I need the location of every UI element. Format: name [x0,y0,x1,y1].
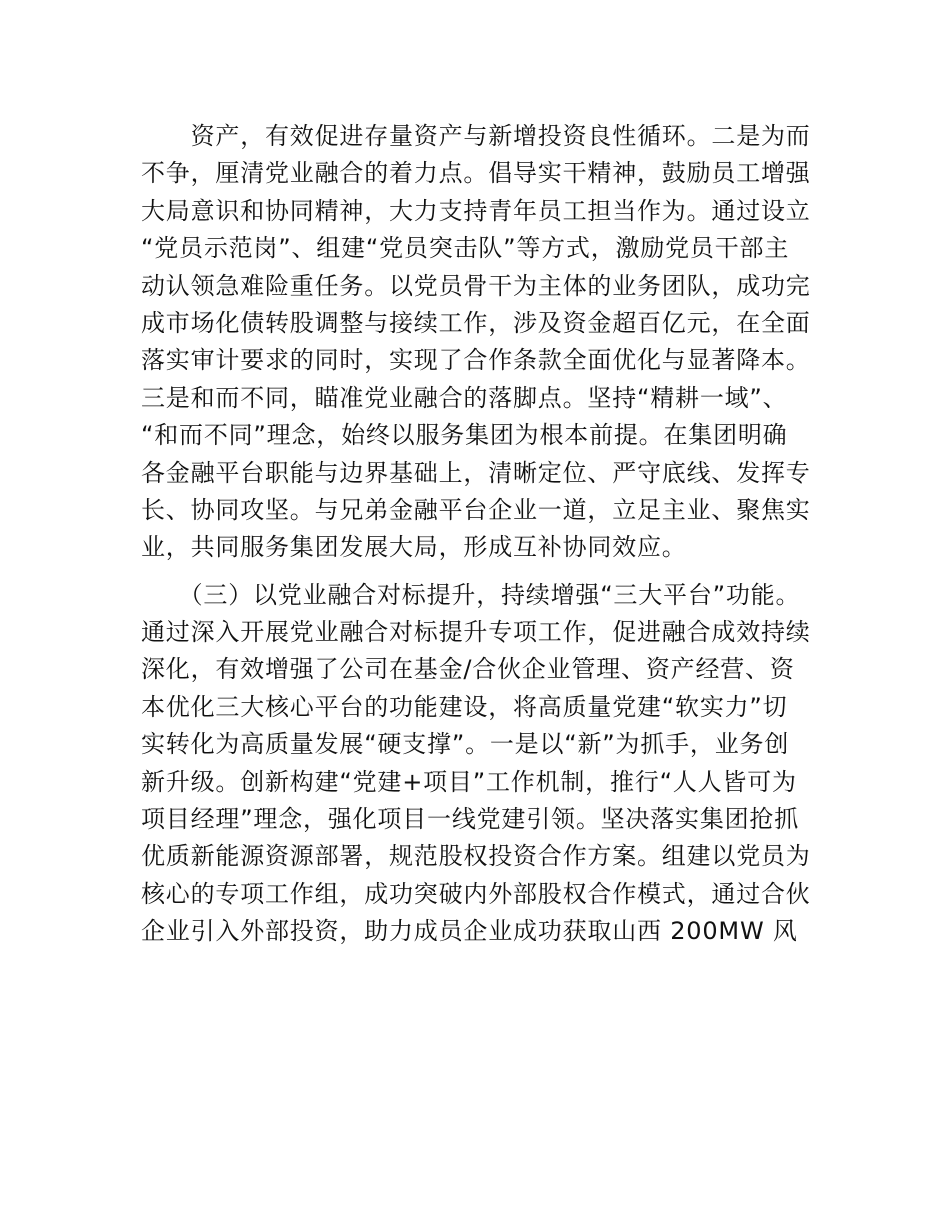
section-heading-line: （三）以党业融合对标提升，持续增强“三大平台”功能。 [141,580,801,609]
paragraph-2 [141,577,811,951]
text-line: 项目经理”理念，强化项目一线党建引领。坚决落实集团抢抓 [141,805,800,834]
text-line: “党员示范岗”、组建“党员突击队”等方式，激励党员干部主 [141,234,790,263]
text-line: 深化，有效增强了公司在基金/合伙企业管理、资产经营、资 [141,655,795,684]
text-line: 各金融平台职能与边界基础上，清晰定位、严守底线、发挥专 [141,458,811,487]
text-line: 企业引入外部投资，助力成员企业成功获取山西 200MW 风 [141,917,798,946]
text-line: 落实审计要求的同时，实现了合作条款全面优化与显著降本。 [141,346,811,375]
text-line: 核心的专项工作组，成功突破内外部股权合作模式，通过合伙 [141,879,811,908]
text-line: 业，共同服务集团发展大局，形成互补协同效应。 [141,533,687,562]
text-line: 新升级。创新构建“党建+项目”工作机制，推行“人人皆可为 [141,767,797,796]
text-line: 大局意识和协同精神，大力支持青年员工担当作为。通过设立 [141,196,811,225]
text-line: 通过深入开展党业融合对标提升专项工作，促进融合成效持续 [141,618,811,647]
text-line: 资产，有效促进存量资产与新增投资良性循环。二是为而 [141,122,811,150]
text-line: 动认领急难险重任务。以党员骨干为主体的业务团队，成功完 [141,271,811,300]
paragraph-spacer [141,567,811,577]
text-line: 实转化为高质量发展“硬支撑”。一是以“新”为抓手，业务创 [141,730,790,759]
text-line: 长、协同攻坚。与兄弟金融平台企业一道，立足主业、聚焦实 [141,495,811,524]
paragraph-1 [141,118,811,567]
text-line: 本优化三大核心平台的功能建设，将高质量党建“软实力”切 [141,692,788,721]
text-line: 成市场化债转股调整与接续工作，涉及资金超百亿元，在全面 [141,308,811,337]
text-line: 三是和而不同，瞄准党业融合的落脚点。坚持“精耕一域”、 [141,383,788,412]
document-body [141,118,811,951]
text-line: “和而不同”理念，始终以服务集团为根本前提。在集团明确 [141,421,788,450]
text-line: 优质新能源资源部署，规范股权投资合作方案。组建以党员为 [141,842,811,871]
text-line: 不争，厘清党业融合的着力点。倡导实干精神，鼓励员工增强 [141,159,811,188]
